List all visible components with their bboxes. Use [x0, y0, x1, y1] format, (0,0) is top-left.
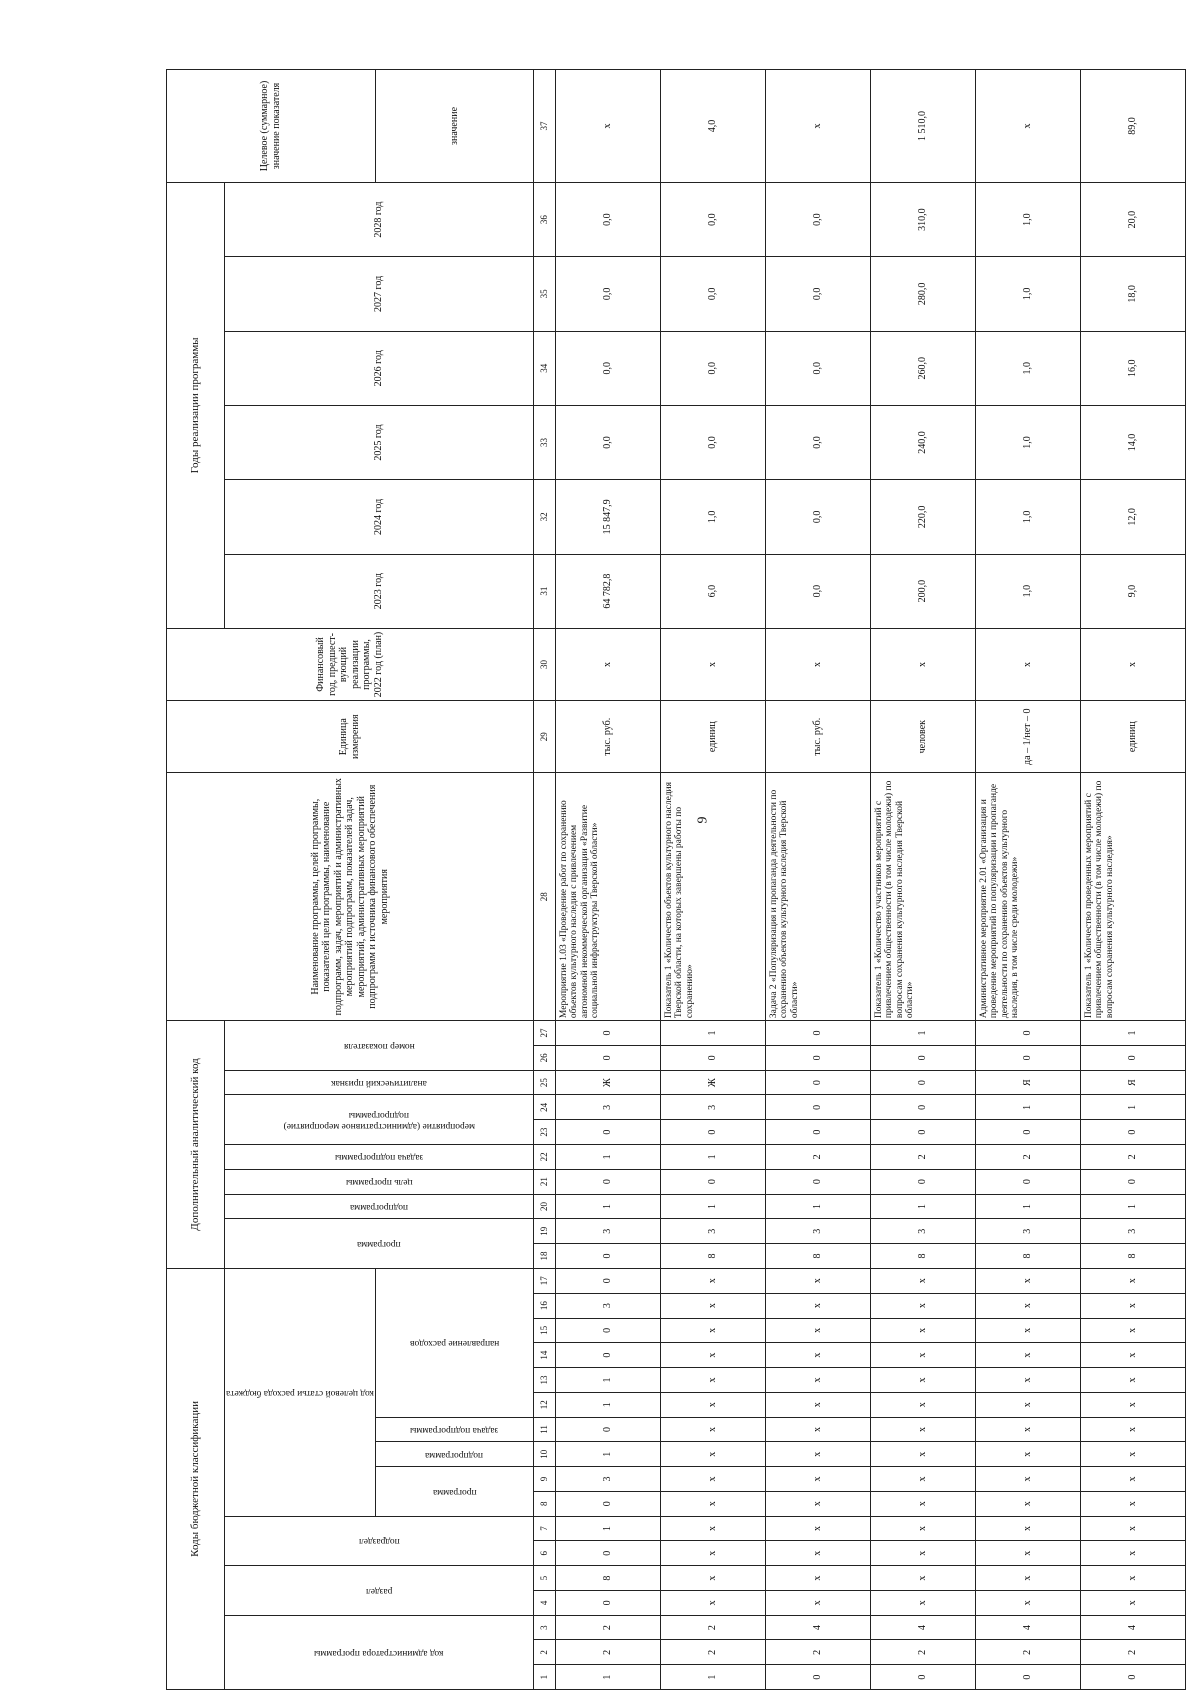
year-value-cell: 0,0 — [765, 554, 870, 628]
code-cell: x — [660, 1566, 765, 1591]
code-cell: 2 — [1080, 1145, 1185, 1170]
code-cell: 3 — [870, 1219, 975, 1244]
code-cell: 1 — [555, 1516, 660, 1541]
code-cell: 0 — [660, 1169, 765, 1194]
column-number: 9 — [533, 1467, 555, 1492]
dop-task-subprogram-header: задача подпрограммы — [334, 1152, 424, 1163]
column-number: 12 — [533, 1392, 555, 1417]
code-cell: 0 — [555, 1169, 660, 1194]
column-number: 16 — [533, 1293, 555, 1318]
row-name: Мероприятие 1.03 «Проведение работ по сохранению объектов культурного наследия с привлечением автономной некоммерческой организации «Развитие социальной инфраструктуры Тверской области» — [555, 773, 660, 1021]
code-cell: x — [765, 1541, 870, 1566]
subprogram-header: подпрограмма — [425, 1449, 484, 1460]
code-cell: Ж — [555, 1070, 660, 1095]
column-number: 23 — [533, 1120, 555, 1145]
code-cell: x — [975, 1293, 1080, 1318]
code-cell: x — [975, 1343, 1080, 1368]
code-cell: 0 — [555, 1417, 660, 1442]
code-cell: 2 — [765, 1145, 870, 1170]
year-value-cell: 200,0 — [870, 554, 975, 628]
row-name: Показатель 1 «Количество объектов культурного наследия Тверской области, на которых завершены работы по сохранению» — [660, 773, 765, 1021]
column-number: 1 — [533, 1665, 555, 1690]
unit-cell: единиц — [1080, 701, 1185, 773]
years-group-header: Годы реализации программы — [167, 182, 225, 628]
table-row — [660, 70, 765, 1690]
table-row — [870, 70, 975, 1690]
code-cell: 2 — [765, 1640, 870, 1665]
code-cell: 1 — [765, 1194, 870, 1219]
expense-direction-header: направление расходов — [409, 1338, 500, 1349]
code-cell: 3 — [765, 1219, 870, 1244]
code-cell: x — [660, 1516, 765, 1541]
year-value-cell: 280,0 — [870, 257, 975, 331]
column-number: 18 — [533, 1244, 555, 1269]
table-row — [975, 70, 1080, 1690]
code-cell: x — [765, 1566, 870, 1591]
year-value-cell: 0,0 — [660, 405, 765, 479]
column-number: 28 — [533, 773, 555, 1021]
code-cell: 1 — [1080, 1095, 1185, 1120]
code-cell: x — [1080, 1566, 1185, 1591]
year-value-cell: 0,0 — [555, 257, 660, 331]
code-cell: x — [1080, 1392, 1185, 1417]
code-cell: 2 — [660, 1640, 765, 1665]
column-number: 8 — [533, 1491, 555, 1516]
code-cell: 0 — [765, 1021, 870, 1046]
code-cell: 0 — [975, 1169, 1080, 1194]
code-cell: 0 — [660, 1045, 765, 1070]
code-cell: 1 — [555, 1194, 660, 1219]
code-cell: x — [1080, 1516, 1185, 1541]
code-cell: 0 — [1080, 1169, 1185, 1194]
target-value-cell: 1 510,0 — [870, 70, 975, 183]
code-cell: 0 — [975, 1021, 1080, 1046]
code-cell: 0 — [870, 1070, 975, 1095]
code-cell: 0 — [555, 1021, 660, 1046]
code-cell: 3 — [1080, 1219, 1185, 1244]
code-cell: 1 — [555, 1368, 660, 1393]
code-cell: 1 — [1080, 1194, 1185, 1219]
code-cell: 0 — [975, 1045, 1080, 1070]
code-cell: x — [870, 1268, 975, 1293]
year-value-cell: 1,0 — [975, 480, 1080, 554]
target-article-header: код целевой статьи расхода бюджета — [226, 1387, 374, 1398]
column-number: 26 — [533, 1045, 555, 1070]
code-cell: 2 — [870, 1145, 975, 1170]
code-cell: 0 — [1080, 1120, 1185, 1145]
code-cell: 1 — [555, 1442, 660, 1467]
code-cell: x — [1080, 1268, 1185, 1293]
code-cell: x — [975, 1566, 1080, 1591]
column-number: 13 — [533, 1368, 555, 1393]
code-cell: x — [975, 1491, 1080, 1516]
year-value-cell: 1,0 — [975, 257, 1080, 331]
code-cell: 0 — [765, 1045, 870, 1070]
year-value-cell: 1,0 — [975, 405, 1080, 479]
code-cell: x — [660, 1417, 765, 1442]
code-cell: 0 — [870, 1169, 975, 1194]
code-cell: 2 — [1080, 1640, 1185, 1665]
code-cell: 0 — [765, 1169, 870, 1194]
code-cell: 0 — [555, 1318, 660, 1343]
code-cell: x — [870, 1467, 975, 1492]
code-cell: x — [975, 1368, 1080, 1393]
year-2028-header: 2028 год — [225, 182, 534, 256]
unit-cell: единиц — [660, 701, 765, 773]
year-value-cell: 12,0 — [1080, 480, 1185, 554]
code-cell: 8 — [870, 1244, 975, 1269]
unit-cell: тыс. руб. — [765, 701, 870, 773]
unit-header: Единица измерения — [167, 701, 534, 773]
code-cell: 0 — [555, 1491, 660, 1516]
budget-class-header: Коды бюджетной классификации — [167, 1268, 225, 1689]
unit-cell: тыс. руб. — [555, 701, 660, 773]
code-cell: 0 — [765, 1120, 870, 1145]
code-cell: 1 — [660, 1021, 765, 1046]
year-value-cell: 1,0 — [975, 182, 1080, 256]
column-number: 22 — [533, 1145, 555, 1170]
code-cell: x — [1080, 1442, 1185, 1467]
row-name: Показатель 1 «Количество проведенных мероприятий с привлечением общественности (в том числе молодежи) по вопросам сохранения культурного наследия» — [1080, 773, 1185, 1021]
code-cell: 0 — [555, 1045, 660, 1070]
column-number: 4 — [533, 1590, 555, 1615]
year-value-cell: 220,0 — [870, 480, 975, 554]
target-value-cell: 89,0 — [1080, 70, 1185, 183]
year-value-cell: 14,0 — [1080, 405, 1185, 479]
prior-year-cell: x — [975, 628, 1080, 700]
code-cell: 1 — [975, 1095, 1080, 1120]
section-header: раздел — [365, 1585, 393, 1596]
column-number: 3 — [533, 1615, 555, 1640]
code-cell: x — [660, 1541, 765, 1566]
column-number: 15 — [533, 1318, 555, 1343]
column-number: 35 — [533, 257, 555, 331]
code-cell: x — [870, 1590, 975, 1615]
code-cell: 8 — [765, 1244, 870, 1269]
table-row — [1080, 70, 1185, 1690]
dop-program-header: программа — [357, 1239, 401, 1250]
code-cell: x — [1080, 1590, 1185, 1615]
code-cell: 3 — [975, 1219, 1080, 1244]
code-cell: 1 — [975, 1194, 1080, 1219]
code-cell: 1 — [555, 1392, 660, 1417]
year-2025-header: 2025 год — [225, 405, 534, 479]
code-cell: x — [975, 1417, 1080, 1442]
code-cell: Я — [1080, 1070, 1185, 1095]
column-number: 17 — [533, 1268, 555, 1293]
year-value-cell: 0,0 — [555, 182, 660, 256]
code-cell: 8 — [975, 1244, 1080, 1269]
column-number: 19 — [533, 1219, 555, 1244]
code-cell: 1 — [660, 1145, 765, 1170]
row-name: Задача 2 «Популяризация и пропаганда деятельности по сохранению объектов культурного наследия Тверской области» — [765, 773, 870, 1021]
code-cell: x — [765, 1268, 870, 1293]
code-cell: 1 — [660, 1665, 765, 1690]
dop-indicator-sign-header: аналитический признак — [331, 1078, 427, 1089]
year-value-cell: 0,0 — [765, 405, 870, 479]
year-2026-header: 2026 год — [225, 331, 534, 405]
admin-code-header: код администратора программы — [314, 1647, 444, 1658]
column-number: 34 — [533, 331, 555, 405]
prior-year-cell: x — [1080, 628, 1185, 700]
code-cell: 4 — [975, 1615, 1080, 1640]
target-value-header: Целевое (суммарное) значение показателя — [167, 70, 376, 183]
year-value-cell: 20,0 — [1080, 182, 1185, 256]
year-value-cell: 1,0 — [975, 331, 1080, 405]
code-cell: Я — [975, 1070, 1080, 1095]
year-2024-header: 2024 год — [225, 480, 534, 554]
column-number: 32 — [533, 480, 555, 554]
code-cell: x — [765, 1467, 870, 1492]
column-number: 30 — [533, 628, 555, 700]
code-cell: 4 — [1080, 1615, 1185, 1640]
code-cell: x — [975, 1268, 1080, 1293]
year-value-cell: 15 847,9 — [555, 480, 660, 554]
code-cell: 2 — [555, 1640, 660, 1665]
subsection-header: подраздел — [358, 1536, 400, 1547]
row-name: Показатель 1 «Количество участников мероприятий с привлечением общественности (в том числе молодежи) по вопросам сохранения культурного наследия Тверской области» — [870, 773, 975, 1021]
column-number: 11 — [533, 1417, 555, 1442]
code-cell: x — [1080, 1491, 1185, 1516]
column-number: 25 — [533, 1070, 555, 1095]
code-cell: 1 — [870, 1021, 975, 1046]
program-header: программа — [432, 1486, 477, 1497]
code-cell: 0 — [765, 1070, 870, 1095]
code-cell: x — [765, 1516, 870, 1541]
code-cell: x — [660, 1318, 765, 1343]
target-value-cell: 4,0 — [660, 70, 765, 183]
year-value-cell: 6,0 — [660, 554, 765, 628]
year-2023-header: 2023 год — [225, 554, 534, 628]
code-cell: x — [765, 1491, 870, 1516]
code-cell: 3 — [555, 1293, 660, 1318]
column-number: 33 — [533, 405, 555, 479]
column-number: 37 — [533, 70, 555, 183]
column-number-row — [533, 70, 555, 1690]
column-number: 10 — [533, 1442, 555, 1467]
code-cell: x — [660, 1491, 765, 1516]
column-number: 24 — [533, 1095, 555, 1120]
code-cell: x — [1080, 1467, 1185, 1492]
code-cell: x — [870, 1417, 975, 1442]
dop-activity-header: мероприятие (административное мероприятие) подпрограммы — [283, 1109, 475, 1131]
code-cell: 0 — [870, 1665, 975, 1690]
budget-table — [166, 69, 1186, 1690]
code-cell: x — [660, 1268, 765, 1293]
code-cell: x — [765, 1293, 870, 1318]
code-cell: x — [975, 1442, 1080, 1467]
code-cell: x — [870, 1541, 975, 1566]
year-value-cell: 0,0 — [660, 182, 765, 256]
year-value-cell: 0,0 — [765, 480, 870, 554]
code-cell: x — [660, 1442, 765, 1467]
code-cell: 3 — [660, 1095, 765, 1120]
year-value-cell: 64 782,8 — [555, 554, 660, 628]
year-value-cell: 0,0 — [555, 331, 660, 405]
code-cell: 2 — [870, 1640, 975, 1665]
code-cell: x — [1080, 1343, 1185, 1368]
code-cell: x — [1080, 1318, 1185, 1343]
code-cell: 3 — [555, 1467, 660, 1492]
year-value-cell: 0,0 — [660, 331, 765, 405]
page-number: 9 — [695, 816, 711, 824]
code-cell: 2 — [660, 1615, 765, 1640]
year-value-cell: 1,0 — [660, 480, 765, 554]
code-cell: x — [870, 1491, 975, 1516]
code-cell: x — [660, 1293, 765, 1318]
code-cell: 0 — [975, 1665, 1080, 1690]
code-cell: x — [660, 1590, 765, 1615]
prior-year-cell: x — [660, 628, 765, 700]
code-cell: x — [660, 1368, 765, 1393]
code-cell: x — [870, 1368, 975, 1393]
code-cell: 0 — [1080, 1665, 1185, 1690]
year-value-cell: 18,0 — [1080, 257, 1185, 331]
code-cell: 1 — [1080, 1021, 1185, 1046]
code-cell: 0 — [870, 1120, 975, 1145]
target-value-cell: x — [975, 70, 1080, 183]
target-value-cell: x — [765, 70, 870, 183]
code-cell: 0 — [660, 1120, 765, 1145]
code-cell: x — [870, 1442, 975, 1467]
additional-code-header: Дополнительный аналитический код — [167, 1021, 225, 1269]
prior-year-cell: x — [765, 628, 870, 700]
code-cell: 8 — [660, 1244, 765, 1269]
code-cell: Ж — [660, 1070, 765, 1095]
code-cell: 0 — [555, 1343, 660, 1368]
column-number: 2 — [533, 1640, 555, 1665]
target-value-sub-header: значение — [375, 70, 533, 183]
code-cell: 1 — [555, 1145, 660, 1170]
code-cell: x — [975, 1516, 1080, 1541]
column-number: 36 — [533, 182, 555, 256]
task-subprogram-header: задача подпрограммы — [410, 1424, 499, 1435]
code-cell: 0 — [1080, 1045, 1185, 1070]
column-number: 5 — [533, 1566, 555, 1591]
dop-indicator-number-header: номер показателя — [343, 1040, 415, 1051]
code-cell: x — [1080, 1293, 1185, 1318]
row-name: Административное мероприятие 2.01 «Организация и проведение мероприятий по популяризации и пропаганде деятельности по сохранению объектов культурного наследия, в том числе среди молодежи» — [975, 773, 1080, 1021]
prior-year-header: Финансовый год, предшест-вующий реализации программы, 2022 год (план) — [167, 628, 534, 700]
column-number: 29 — [533, 701, 555, 773]
dop-program-goal-header: цель программы — [345, 1177, 413, 1188]
code-cell: 3 — [660, 1219, 765, 1244]
code-cell: x — [870, 1516, 975, 1541]
column-number: 14 — [533, 1343, 555, 1368]
prior-year-cell: x — [555, 628, 660, 700]
year-value-cell: 310,0 — [870, 182, 975, 256]
code-cell: x — [870, 1392, 975, 1417]
code-cell: 0 — [975, 1120, 1080, 1145]
column-number: 20 — [533, 1194, 555, 1219]
year-value-cell: 0,0 — [555, 405, 660, 479]
code-cell: x — [870, 1318, 975, 1343]
code-cell: x — [870, 1566, 975, 1591]
code-cell: x — [1080, 1368, 1185, 1393]
code-cell: x — [765, 1368, 870, 1393]
code-cell: x — [1080, 1541, 1185, 1566]
code-cell: x — [660, 1343, 765, 1368]
code-cell: 0 — [555, 1120, 660, 1145]
year-value-cell: 0,0 — [765, 182, 870, 256]
table-row — [555, 70, 660, 1690]
code-cell: x — [765, 1343, 870, 1368]
code-cell: 0 — [555, 1541, 660, 1566]
code-cell: 0 — [765, 1665, 870, 1690]
code-cell: x — [975, 1318, 1080, 1343]
year-value-cell: 240,0 — [870, 405, 975, 479]
name-header: Наименование программы, целей программы, показателей цели программы, наименование подпрограмм, задач, мероприятий и административных мероприятий подпрограмм, показателей задач, мероприятий, административных мероприятий подпрограмм и источника финансового обеспечения мероприятия — [167, 773, 534, 1021]
code-cell: x — [870, 1293, 975, 1318]
code-cell: 1 — [660, 1194, 765, 1219]
year-2027-header: 2027 год — [225, 257, 534, 331]
code-cell: 4 — [870, 1615, 975, 1640]
code-cell: 3 — [555, 1095, 660, 1120]
unit-cell: человек — [870, 701, 975, 773]
code-cell: 2 — [555, 1615, 660, 1640]
budget-table-rotated — [166, 69, 1139, 1690]
code-cell: x — [765, 1392, 870, 1417]
code-cell: 1 — [870, 1194, 975, 1219]
code-cell: x — [660, 1467, 765, 1492]
code-cell: x — [975, 1467, 1080, 1492]
year-value-cell: 0,0 — [765, 257, 870, 331]
code-cell: 8 — [1080, 1244, 1185, 1269]
code-cell: 8 — [555, 1566, 660, 1591]
code-cell: 0 — [555, 1590, 660, 1615]
unit-cell: да – 1/нет – 0 — [975, 701, 1080, 773]
code-cell: 0 — [555, 1244, 660, 1269]
code-cell: x — [975, 1590, 1080, 1615]
code-cell: 3 — [555, 1219, 660, 1244]
year-value-cell: 1,0 — [975, 554, 1080, 628]
year-value-cell: 260,0 — [870, 331, 975, 405]
code-cell: 4 — [765, 1615, 870, 1640]
code-cell: 2 — [975, 1640, 1080, 1665]
code-cell: x — [975, 1392, 1080, 1417]
code-cell: x — [765, 1442, 870, 1467]
target-value-cell: x — [555, 70, 660, 183]
column-number: 31 — [533, 554, 555, 628]
code-cell: x — [975, 1541, 1080, 1566]
code-cell: x — [1080, 1417, 1185, 1442]
dop-subprogram-header: подпрограмма — [349, 1201, 408, 1212]
code-cell: 2 — [975, 1145, 1080, 1170]
column-number: 21 — [533, 1169, 555, 1194]
year-value-cell: 0,0 — [660, 257, 765, 331]
column-number: 6 — [533, 1541, 555, 1566]
year-value-cell: 16,0 — [1080, 331, 1185, 405]
code-cell: 1 — [555, 1665, 660, 1690]
code-cell: x — [765, 1318, 870, 1343]
code-cell: 0 — [870, 1095, 975, 1120]
code-cell: x — [765, 1417, 870, 1442]
year-value-cell: 9,0 — [1080, 554, 1185, 628]
code-cell: 0 — [555, 1268, 660, 1293]
code-cell: x — [765, 1590, 870, 1615]
code-cell: x — [870, 1343, 975, 1368]
column-number: 7 — [533, 1516, 555, 1541]
code-cell: x — [660, 1392, 765, 1417]
year-value-cell: 0,0 — [765, 331, 870, 405]
code-cell: 0 — [870, 1045, 975, 1070]
column-number: 27 — [533, 1021, 555, 1046]
table-row — [765, 70, 870, 1690]
prior-year-cell: x — [870, 628, 975, 700]
code-cell: 0 — [765, 1095, 870, 1120]
